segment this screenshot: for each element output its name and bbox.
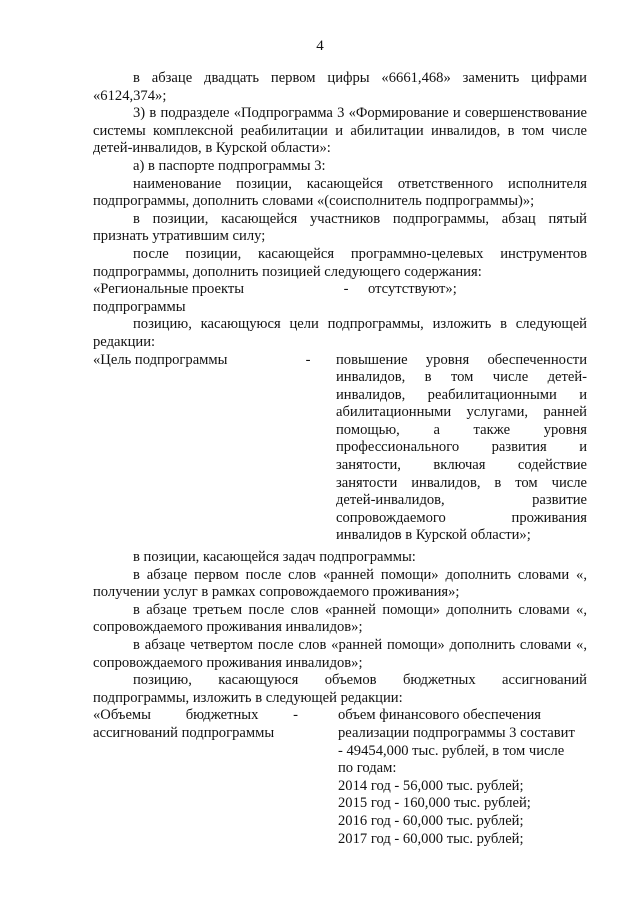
budget-line: 2017 год - 60,000 тыс. рублей; xyxy=(338,830,524,847)
paragraph: 3) в подразделе «Подпрограмма 3 «Формирование и совершенствование системы комплексной реабилитации и абилитации инвалидов, в том числе детей-инвалидов, в Курской области»: xyxy=(93,105,587,157)
regional-projects-value: отсутствуют»; xyxy=(368,281,457,298)
goal-value: повышение уровня обеспеченности инвалидов, в том числе детей-инвалидов, реабилитационными и абилитационными услугами, ранней помощью, а также уровня профессионального развития и занятости, включая содействие занятости инвалидов, в том числе детей-инвалидов, развитие сопровождаемого проживания инвалидов в Курской области»; xyxy=(336,351,587,544)
budget-line: 2016 год - 60,000 тыс. рублей; xyxy=(338,812,524,829)
budget-value xyxy=(338,707,587,848)
paragraph: в позиции, касающейся участников подпрограммы, абзац пятый признать утратившим силу; xyxy=(93,210,587,245)
document-body xyxy=(93,70,587,848)
page-number: 4 xyxy=(316,38,324,54)
budget-line: 2015 год - 160,000 тыс. рублей; xyxy=(338,795,531,812)
budget-row xyxy=(93,707,587,848)
budget-line: объем финансового обеспечения xyxy=(338,707,541,724)
regional-projects-row xyxy=(93,281,587,299)
paragraph: в абзаце первом после слов «ранней помощи» дополнить словами «, получении услуг в рамках сопровождаемого проживания»; xyxy=(93,566,587,601)
budget-line: по годам: xyxy=(338,760,397,777)
paragraph: в абзаце четвертом после слов «ранней помощи» дополнить словами «, сопровождаемого проживания инвалидов»; xyxy=(93,637,587,671)
budget-line: 2014 год - 56,000 тыс. рублей; xyxy=(338,777,524,794)
paragraph: позицию, касающуюся цели подпрограммы, изложить в следующей редакции: xyxy=(93,316,587,350)
budget-label: «Объемы бюджетных - ассигнований подпрограммы xyxy=(93,707,298,741)
paragraph: в позиции, касающейся задач подпрограммы: xyxy=(133,549,416,566)
paragraph: в абзаце двадцать первом цифры «6661,468» заменить цифрами «6124,374»; xyxy=(93,70,587,104)
paragraph: после позиции, касающейся программно-целевых инструментов подпрограммы, дополнить позицией следующего содержания: xyxy=(93,245,587,280)
goal-row xyxy=(93,352,587,546)
budget-line: реализации подпрограммы 3 составит xyxy=(338,724,575,741)
paragraph: наименование позиции, касающейся ответственного исполнителя подпрограммы, дополнить словами «(соисполнитель подпрограммы)»; xyxy=(93,175,587,210)
goal-dash: - xyxy=(305,351,311,368)
regional-projects-label: «Региональные проекты xyxy=(93,281,245,298)
paragraph: а) в паспорте подпрограммы 3: xyxy=(133,157,326,174)
paragraph: в абзаце третьем после слов «ранней помощи» дополнить словами «, сопровождаемого проживания инвалидов»; xyxy=(93,601,587,636)
regional-projects-dash: - xyxy=(343,281,349,298)
paragraph: позицию, касающуюся объемов бюджетных ассигнований подпрограммы, изложить в следующей редакции: xyxy=(93,672,587,706)
budget-line: - 49454,000 тыс. рублей, в том числе xyxy=(338,742,565,759)
goal-label: «Цель подпрограммы xyxy=(93,351,228,368)
regional-projects-label-cont: подпрограммы xyxy=(93,298,186,315)
